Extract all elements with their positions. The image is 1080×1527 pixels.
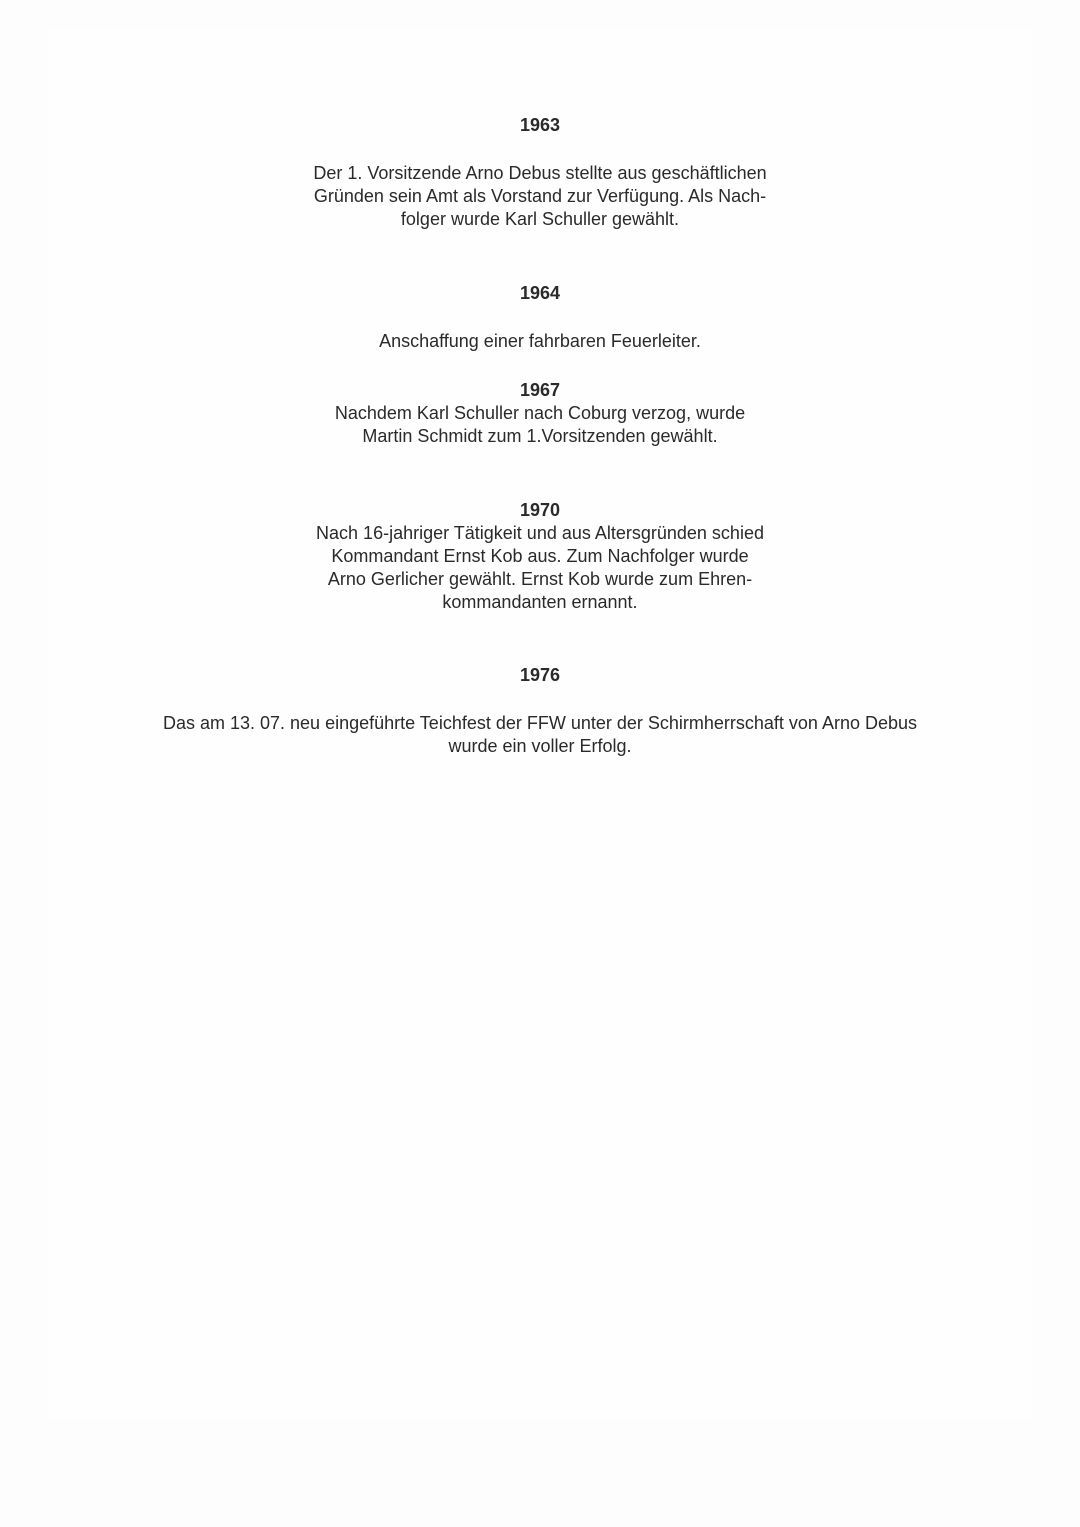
entry-text-line: Kommandant Ernst Kob aus. Zum Nachfolger wurde bbox=[331, 546, 749, 566]
entry-text-line: kommandanten ernannt. bbox=[442, 592, 638, 612]
entry-year: 1964 bbox=[519, 283, 561, 303]
entry-1976 bbox=[48, 664, 1032, 758]
entry-text-line: folger wurde Karl Schuller gewählt. bbox=[400, 209, 680, 229]
entry-1964 bbox=[48, 282, 1032, 353]
entry-year: 1963 bbox=[519, 115, 561, 135]
entry-text-line: Das am 13. 07. neu eingeführte Teichfest der FFW unter der Schirmherrschaft von Arno Debus bbox=[162, 713, 918, 733]
entry-text-line: Nach 16-jahriger Tätigkeit und aus Altersgründen schied bbox=[316, 523, 764, 543]
entry-text-line: wurde ein voller Erfolg. bbox=[448, 736, 632, 756]
entry-text-line: Arno Gerlicher gewählt. Ernst Kob wurde zum Ehren- bbox=[327, 569, 753, 589]
entry-text-line: Anschaffung einer fahrbaren Feuerleiter. bbox=[379, 331, 701, 351]
entry-text-line: Martin Schmidt zum 1.Vorsitzenden gewählt. bbox=[362, 426, 718, 446]
entry-1963 bbox=[48, 114, 1032, 231]
entry-text-line: Nachdem Karl Schuller nach Coburg verzog, wurde bbox=[334, 403, 746, 423]
entry-1967 bbox=[48, 379, 1032, 448]
entry-1970 bbox=[48, 499, 1032, 614]
entry-year: 1970 bbox=[519, 500, 561, 520]
entry-text-line: Gründen sein Amt als Vorstand zur Verfügung. Als Nach- bbox=[313, 186, 767, 206]
entry-year: 1967 bbox=[519, 380, 561, 400]
document-page bbox=[48, 30, 1032, 1420]
entry-year: 1976 bbox=[519, 665, 561, 685]
entry-text-line: Der 1. Vorsitzende Arno Debus stellte aus geschäftlichen bbox=[313, 163, 767, 183]
